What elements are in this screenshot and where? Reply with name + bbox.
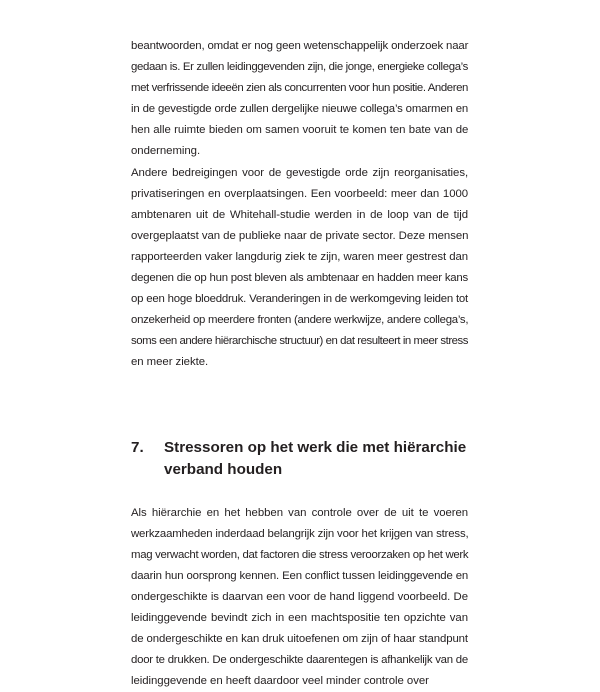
text-line: gedaan is. Er zullen leidinggevenden zijn, die jonge, energieke collega’s: [131, 57, 468, 78]
text-line: en meer ziekte.: [131, 352, 468, 373]
section-title-line: verband houden: [164, 459, 468, 481]
text-line: privatiseringen en overplaatsingen. Een voorbeeld: meer dan 1000: [131, 184, 468, 205]
text-line: rapporteerden vaker langdurig ziek te zijn, waren meer gestrest dan: [131, 247, 468, 268]
text-line: overgeplaatst van de publieke naar de private sector. Deze mensen: [131, 226, 468, 247]
section-heading: [131, 437, 468, 481]
text-line: ambtenaren uit de Whitehall-studie werden in de loop van de tijd: [131, 205, 468, 226]
text-line: de ondergeschikte en kan druk uitoefenen om zijn of haar standpunt: [131, 629, 468, 650]
spacer: [131, 481, 468, 503]
text-line: Andere bedreigingen voor de gevestigde orde zijn reorganisaties,: [131, 163, 468, 184]
paragraph-1: [131, 36, 468, 163]
text-line: onderneming.: [131, 141, 468, 162]
text-line: Als hiërarchie en het hebben van controle over de uit te voeren: [131, 503, 468, 524]
text-line: op een hoge bloeddruk. Veranderingen in de werkomgeving leiden tot: [131, 289, 468, 310]
section-title-line: Stressoren op het werk die met hiërarchie: [164, 437, 468, 459]
section-title: [164, 437, 468, 481]
document-page: [131, 36, 468, 692]
text-line: in de gevestigde orde zullen dergelijke nieuwe collega’s omarmen en: [131, 99, 468, 120]
text-line: degenen die op hun post bleven als ambtenaar en hadden meer kans: [131, 268, 468, 289]
text-line: soms een andere hiërarchische structuur) en dat resulteert in meer stress: [131, 331, 468, 352]
text-line: leidinggevende bevindt zich in een machtspositie ten opzichte van: [131, 608, 468, 629]
text-line: hen alle ruimte bieden om samen vooruit te komen ten bate van de: [131, 120, 468, 141]
paragraph-3: [131, 503, 468, 692]
text-line: beantwoorden, omdat er nog geen wetenschappelijk onderzoek naar: [131, 36, 468, 57]
text-line: mag verwacht worden, dat factoren die stress veroorzaken op het werk: [131, 545, 468, 566]
paragraph-2: [131, 163, 468, 374]
text-line: leidinggevende en heeft daardoor veel minder controle over: [131, 671, 468, 692]
text-line: ondergeschikte is daarvan een voor de hand liggend voorbeeld. De: [131, 587, 468, 608]
text-line: werkzaamheden inderdaad belangrijk zijn voor het krijgen van stress,: [131, 524, 468, 545]
text-line: met verfrissende ideeën zien als concurrenten voor hun positie. Anderen: [131, 78, 468, 99]
text-line: door te drukken. De ondergeschikte daarentegen is afhankelijk van de: [131, 650, 468, 671]
spacer: [131, 374, 468, 437]
text-line: onzekerheid op meerdere fronten (andere werkwijze, andere collega’s,: [131, 310, 468, 331]
text-line: daarin hun oorsprong kennen. Een conflict tussen leidinggevende en: [131, 566, 468, 587]
section-number: 7.: [131, 437, 164, 481]
